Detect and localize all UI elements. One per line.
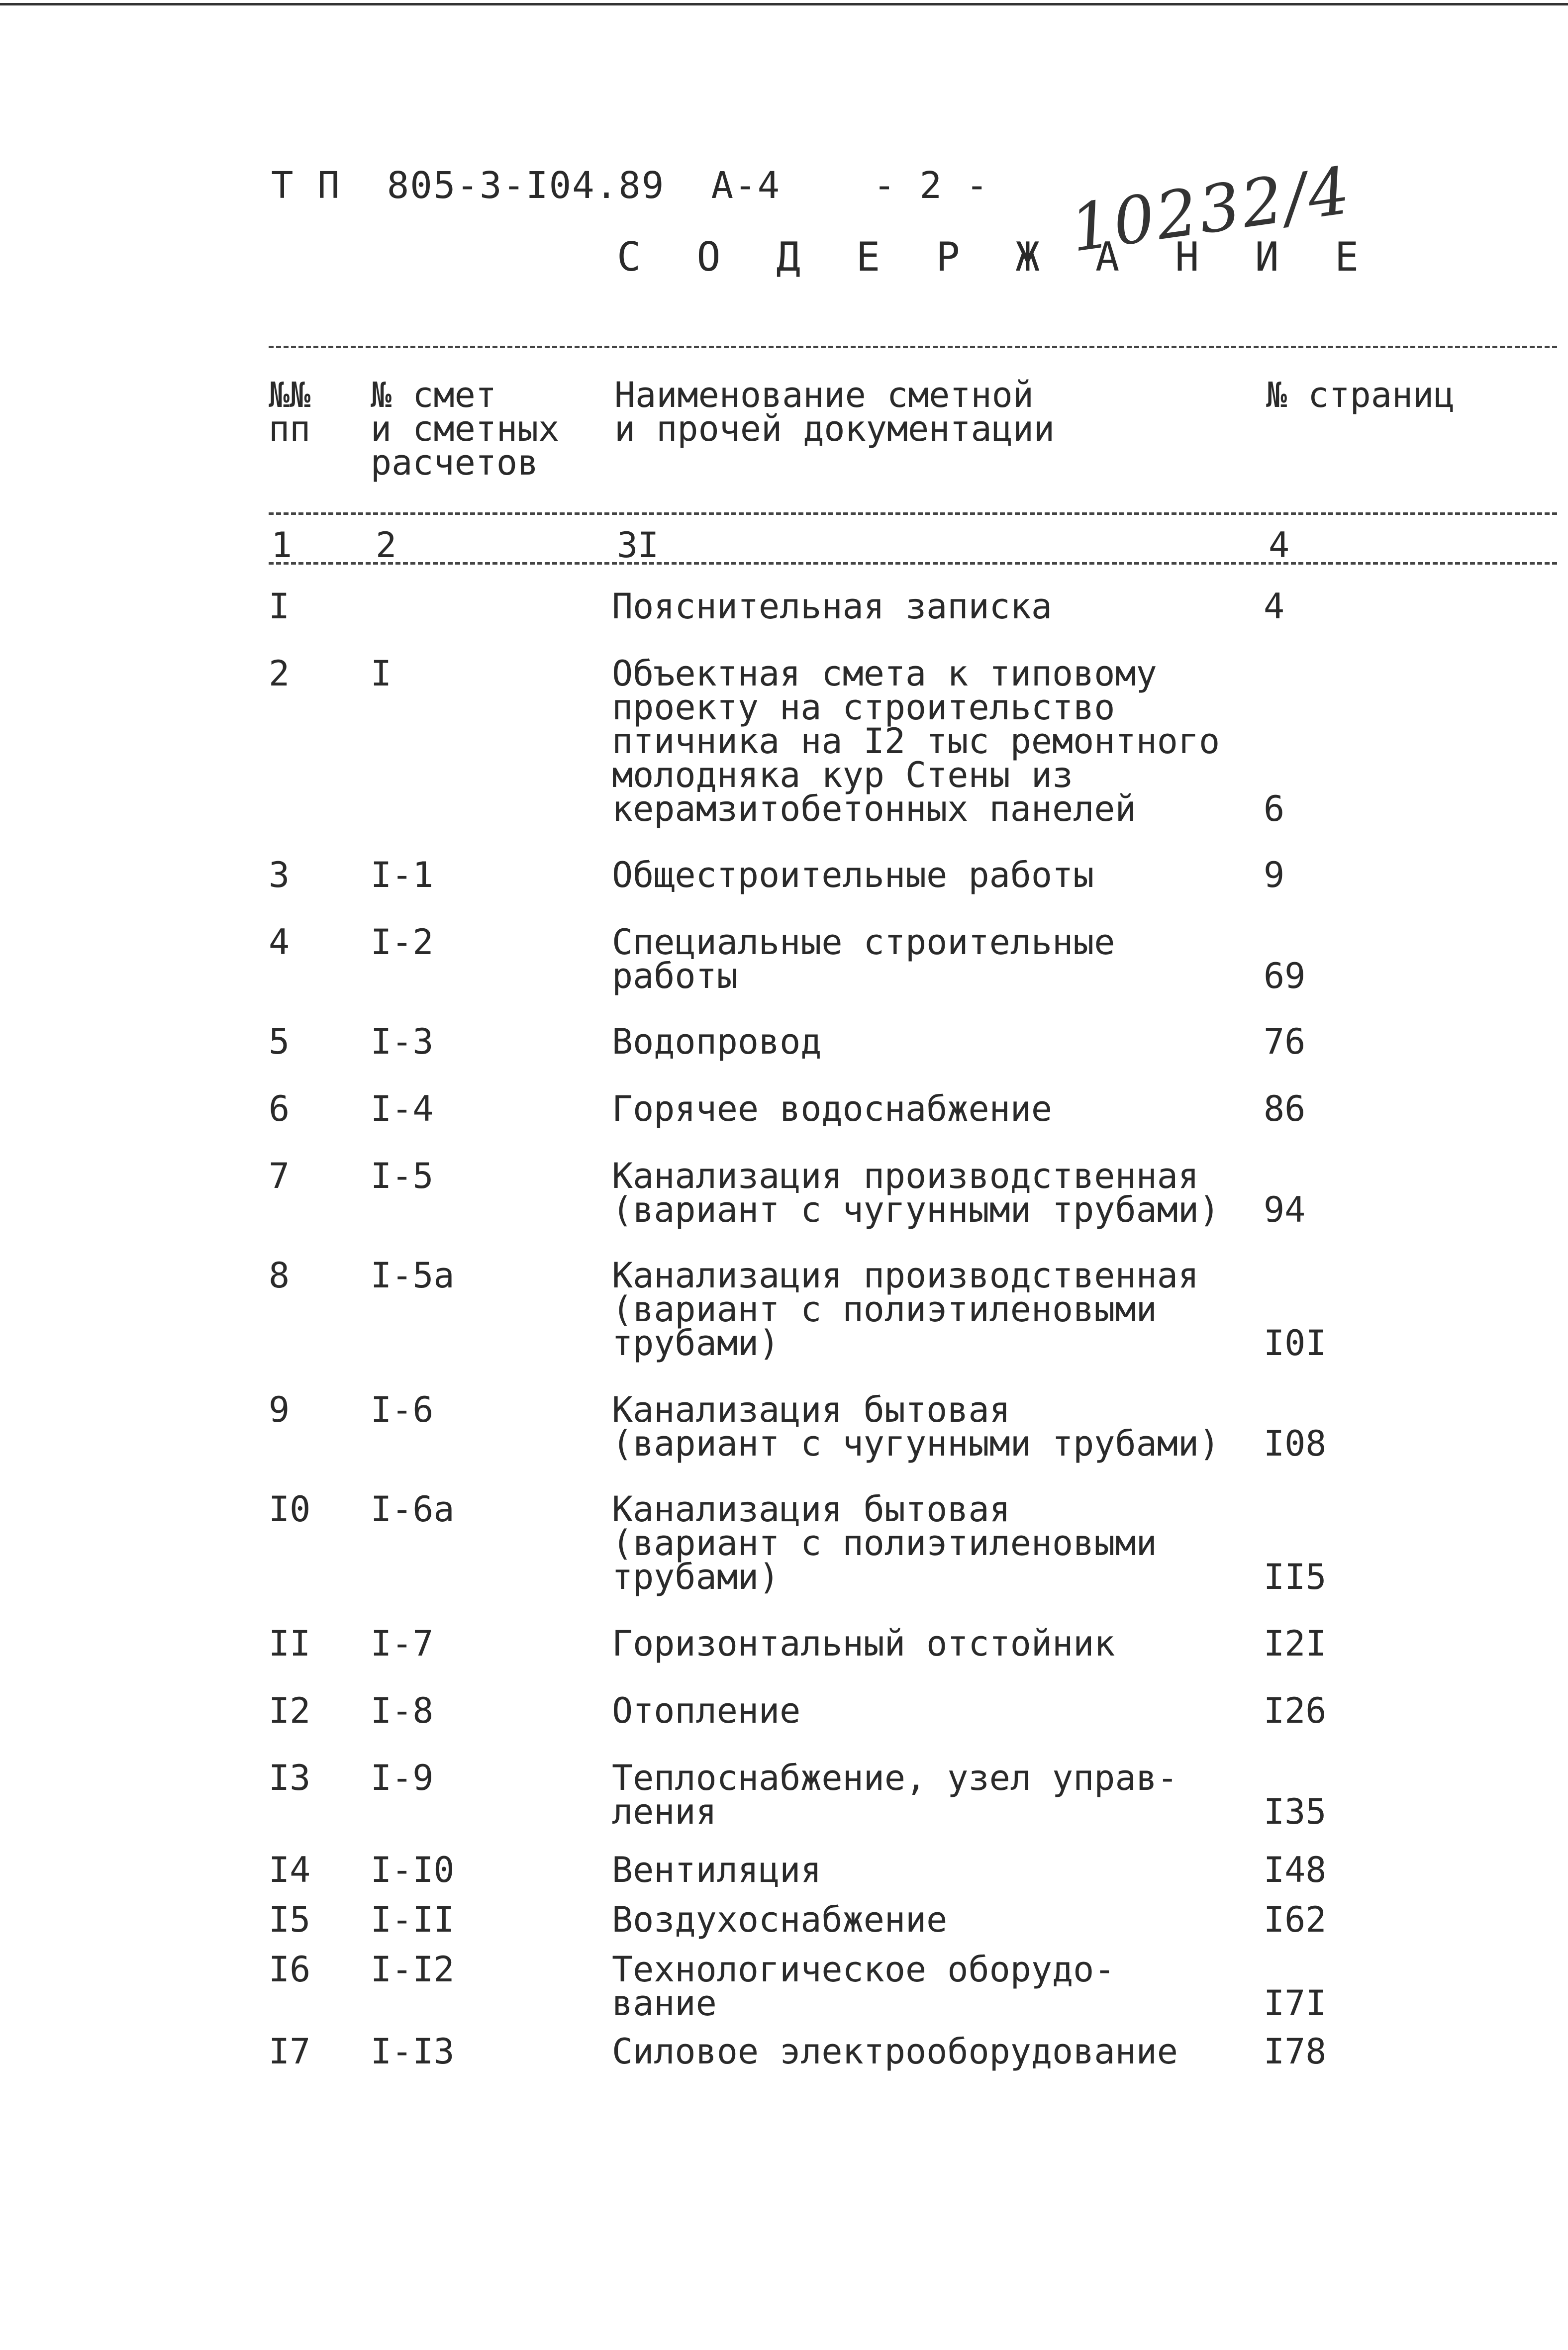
row-estimate: I-4 [371,1088,434,1129]
table-top-rule [269,346,1557,348]
row-page: 86 [1264,1088,1306,1129]
column-header-estimate: № смет и сметных расчетов [371,375,560,483]
row-name: Общестроительные работы [612,855,1094,895]
row-name: Объектная смета к типовому проекту на строительство птичника на I2 тыс ремонтного молодняка кур Стены из керамзитобетонных панелей [612,653,1220,829]
row-name: Канализация бытовая (вариант с полиэтиленовыми трубами) [612,1489,1157,1597]
row-estimate: I-9 [371,1758,434,1798]
row-page: I78 [1264,2031,1327,2072]
row-number: 7 [269,1156,290,1196]
row-page: I7I [1264,1983,1327,2024]
column-number-2: 2 [376,525,397,566]
page-title: С О Д Е Р Ж А Н И Е [617,234,1375,280]
column-number-4: 4 [1269,525,1290,566]
row-estimate: I-5 [371,1156,434,1196]
row-name: Специальные строительные работы [612,922,1115,996]
row-page: I35 [1264,1791,1327,1832]
row-number: I5 [269,1899,311,1940]
row-number: I [269,586,290,627]
row-page: I62 [1264,1899,1327,1940]
row-page: I2I [1264,1623,1327,1664]
row-estimate: I-I3 [371,2031,455,2072]
page-top-border [0,3,1568,5]
row-name: Воздухоснабжение [612,1899,948,1940]
row-page: 76 [1264,1021,1306,1062]
row-name: Водопровод [612,1021,822,1062]
row-number: 4 [269,922,290,963]
row-name: Технологическое оборудо- вание [612,1949,1115,2024]
row-name: Горячее водоснабжение [612,1088,1053,1129]
row-number: I4 [269,1850,311,1890]
row-number: 8 [269,1255,290,1296]
row-number: I6 [269,1949,311,1990]
column-number-1: 1 [271,525,293,566]
row-page: II5 [1264,1557,1327,1597]
row-estimate: I-2 [371,922,434,963]
row-page: 4 [1264,586,1285,627]
row-estimate: I-5а [371,1255,455,1296]
row-number: 9 [269,1389,290,1430]
row-number: I2 [269,1690,311,1731]
row-name: Горизонтальный отстойник [612,1623,1115,1664]
row-estimate: I [371,653,392,694]
row-number: 2 [269,653,290,694]
row-page: 94 [1264,1189,1306,1230]
row-estimate: I-6а [371,1489,455,1530]
handwritten-number: 10232/4 [1066,152,1356,267]
document-code: Т П 805-3-I04.89 А-4 - 2 - [271,164,989,207]
row-estimate: I-8 [371,1690,434,1731]
row-name: Отопление [612,1690,801,1731]
row-number: II [269,1623,311,1664]
row-name: Силовое электрооборудование [612,2031,1178,2072]
column-header-page: № страниц [1266,375,1455,415]
row-number: I3 [269,1758,311,1798]
row-page: I48 [1264,1850,1327,1890]
row-estimate: I-6 [371,1389,434,1430]
row-number: I7 [269,2031,311,2072]
row-page: I08 [1264,1423,1327,1464]
header-bottom-rule [269,512,1557,515]
row-name: Пояснительная записка [612,586,1053,627]
column-header-number: №№ пп [269,375,311,449]
row-page: 6 [1264,788,1285,829]
row-name: Теплоснабжение, узел управ- ления [612,1758,1178,1832]
row-estimate: I-I2 [371,1949,455,1990]
row-estimate: I-II [371,1899,455,1940]
row-name: Канализация производственная (вариант с чугунными трубами) [612,1156,1220,1230]
row-name: Канализация бытовая (вариант с чугунными трубами) [612,1389,1220,1464]
column-number-3: 3I [617,525,659,566]
row-name: Канализация производственная (вариант с полиэтиленовыми трубами) [612,1255,1199,1364]
row-estimate: I-3 [371,1021,434,1062]
column-numbers-rule [269,562,1557,565]
row-page: I0I [1264,1323,1327,1364]
row-estimate: I-1 [371,855,434,895]
row-estimate: I-I0 [371,1850,455,1890]
row-page: 9 [1264,855,1285,895]
row-name: Вентиляция [612,1850,822,1890]
row-number: I0 [269,1489,311,1530]
row-number: 3 [269,855,290,895]
row-page: 69 [1264,956,1306,996]
row-number: 6 [269,1088,290,1129]
row-estimate: I-7 [371,1623,434,1664]
column-header-name: Наименование сметной и прочей документации [614,375,1055,449]
row-number: 5 [269,1021,290,1062]
row-page: I26 [1264,1690,1327,1731]
